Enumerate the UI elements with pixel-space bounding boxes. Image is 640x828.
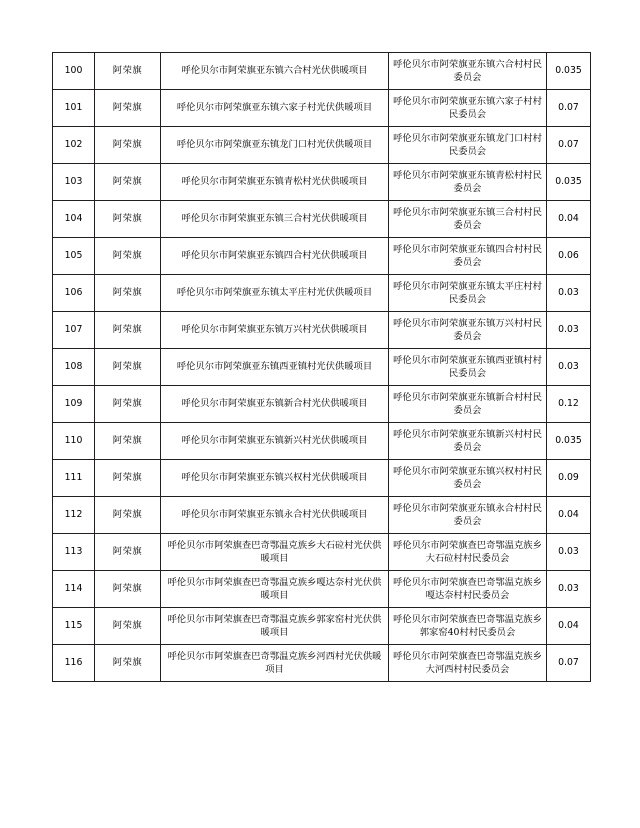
cell-project-name: 呼伦贝尔市阿荣旗亚东镇新合村光伏供暖项目 xyxy=(161,386,389,423)
table-row xyxy=(53,534,591,571)
cell-project-owner: 呼伦贝尔市阿荣旗亚东镇四合村村民委员会 xyxy=(389,238,547,275)
cell-capacity: 0.04 xyxy=(547,497,591,534)
cell-capacity: 0.03 xyxy=(547,349,591,386)
cell-project-owner: 呼伦贝尔市阿荣旗亚东镇万兴村村民委员会 xyxy=(389,312,547,349)
cell-capacity: 0.12 xyxy=(547,386,591,423)
cell-region: 阿荣旗 xyxy=(95,127,161,164)
cell-region: 阿荣旗 xyxy=(95,275,161,312)
cell-project-name: 呼伦贝尔市阿荣旗亚东镇青松村光伏供暖项目 xyxy=(161,164,389,201)
cell-project-owner: 呼伦贝尔市阿荣旗亚东镇兴权村村民委员会 xyxy=(389,460,547,497)
cell-region: 阿荣旗 xyxy=(95,645,161,682)
table-row xyxy=(53,571,591,608)
table-row xyxy=(53,275,591,312)
cell-capacity: 0.03 xyxy=(547,312,591,349)
cell-index: 103 xyxy=(53,164,95,201)
cell-project-owner: 呼伦贝尔市阿荣旗亚东镇新合村村民委员会 xyxy=(389,386,547,423)
cell-project-owner: 呼伦贝尔市阿荣旗亚东镇西亚镇村村民委员会 xyxy=(389,349,547,386)
cell-index: 101 xyxy=(53,90,95,127)
cell-index: 100 xyxy=(53,53,95,90)
table-row xyxy=(53,53,591,90)
table-row xyxy=(53,460,591,497)
cell-project-name: 呼伦贝尔市阿荣旗查巴奇鄂温克族乡河西村光伏供暖项目 xyxy=(161,645,389,682)
table-row xyxy=(53,423,591,460)
cell-project-name: 呼伦贝尔市阿荣旗亚东镇龙门口村光伏供暖项目 xyxy=(161,127,389,164)
cell-capacity: 0.03 xyxy=(547,571,591,608)
cell-region: 阿荣旗 xyxy=(95,238,161,275)
cell-project-name: 呼伦贝尔市阿荣旗亚东镇永合村光伏供暖项目 xyxy=(161,497,389,534)
cell-index: 116 xyxy=(53,645,95,682)
cell-index: 112 xyxy=(53,497,95,534)
project-list-table xyxy=(52,52,591,682)
table-row xyxy=(53,645,591,682)
cell-project-name: 呼伦贝尔市阿荣旗亚东镇四合村光伏供暖项目 xyxy=(161,238,389,275)
cell-capacity: 0.035 xyxy=(547,164,591,201)
table-container xyxy=(52,52,590,682)
cell-region: 阿荣旗 xyxy=(95,53,161,90)
cell-capacity: 0.03 xyxy=(547,275,591,312)
table-row xyxy=(53,164,591,201)
cell-region: 阿荣旗 xyxy=(95,423,161,460)
cell-project-owner: 呼伦贝尔市阿荣旗亚东镇太平庄村村民委员会 xyxy=(389,275,547,312)
cell-project-owner: 呼伦贝尔市阿荣旗查巴奇鄂温克族乡嘎达奈村村民委员会 xyxy=(389,571,547,608)
cell-region: 阿荣旗 xyxy=(95,164,161,201)
cell-project-owner: 呼伦贝尔市阿荣旗亚东镇六家子村村民委员会 xyxy=(389,90,547,127)
cell-region: 阿荣旗 xyxy=(95,571,161,608)
table-row xyxy=(53,608,591,645)
cell-capacity: 0.07 xyxy=(547,645,591,682)
cell-capacity: 0.07 xyxy=(547,127,591,164)
cell-index: 114 xyxy=(53,571,95,608)
cell-index: 107 xyxy=(53,312,95,349)
table-row xyxy=(53,386,591,423)
cell-project-name: 呼伦贝尔市阿荣旗查巴奇鄂温克族乡嘎达奈村光伏供暖项目 xyxy=(161,571,389,608)
cell-project-name: 呼伦贝尔市阿荣旗亚东镇三合村光伏供暖项目 xyxy=(161,201,389,238)
cell-capacity: 0.09 xyxy=(547,460,591,497)
cell-project-owner: 呼伦贝尔市阿荣旗查巴奇鄂温克族乡郭家窑40村村民委员会 xyxy=(389,608,547,645)
cell-project-owner: 呼伦贝尔市阿荣旗亚东镇三合村村民委员会 xyxy=(389,201,547,238)
cell-project-owner: 呼伦贝尔市阿荣旗查巴奇鄂温克族乡大石砬村村民委员会 xyxy=(389,534,547,571)
cell-index: 102 xyxy=(53,127,95,164)
cell-project-name: 呼伦贝尔市阿荣旗亚东镇新兴村光伏供暖项目 xyxy=(161,423,389,460)
cell-project-name: 呼伦贝尔市阿荣旗亚东镇万兴村光伏供暖项目 xyxy=(161,312,389,349)
cell-index: 109 xyxy=(53,386,95,423)
cell-capacity: 0.04 xyxy=(547,608,591,645)
cell-project-name: 呼伦贝尔市阿荣旗亚东镇兴权村光伏供暖项目 xyxy=(161,460,389,497)
cell-capacity: 0.035 xyxy=(547,423,591,460)
table-row xyxy=(53,349,591,386)
table-row xyxy=(53,238,591,275)
table-row xyxy=(53,90,591,127)
cell-region: 阿荣旗 xyxy=(95,90,161,127)
cell-project-owner: 呼伦贝尔市阿荣旗亚东镇六合村村民委员会 xyxy=(389,53,547,90)
cell-index: 111 xyxy=(53,460,95,497)
cell-project-name: 呼伦贝尔市阿荣旗亚东镇西亚镇村光伏供暖项目 xyxy=(161,349,389,386)
cell-region: 阿荣旗 xyxy=(95,534,161,571)
cell-region: 阿荣旗 xyxy=(95,312,161,349)
table-row xyxy=(53,312,591,349)
cell-project-name: 呼伦贝尔市阿荣旗亚东镇太平庄村光伏供暖项目 xyxy=(161,275,389,312)
cell-project-owner: 呼伦贝尔市阿荣旗亚东镇新兴村村民委员会 xyxy=(389,423,547,460)
cell-capacity: 0.03 xyxy=(547,534,591,571)
cell-index: 113 xyxy=(53,534,95,571)
table-row xyxy=(53,497,591,534)
cell-region: 阿荣旗 xyxy=(95,349,161,386)
cell-project-owner: 呼伦贝尔市阿荣旗亚东镇永合村村民委员会 xyxy=(389,497,547,534)
cell-capacity: 0.07 xyxy=(547,90,591,127)
cell-project-owner: 呼伦贝尔市阿荣旗亚东镇龙门口村村民委员会 xyxy=(389,127,547,164)
table-row xyxy=(53,127,591,164)
cell-index: 115 xyxy=(53,608,95,645)
cell-region: 阿荣旗 xyxy=(95,201,161,238)
cell-index: 106 xyxy=(53,275,95,312)
cell-project-owner: 呼伦贝尔市阿荣旗亚东镇青松村村民委员会 xyxy=(389,164,547,201)
cell-index: 110 xyxy=(53,423,95,460)
cell-project-name: 呼伦贝尔市阿荣旗查巴奇鄂温克族乡大石砬村光伏供暖项目 xyxy=(161,534,389,571)
cell-region: 阿荣旗 xyxy=(95,608,161,645)
cell-region: 阿荣旗 xyxy=(95,460,161,497)
cell-capacity: 0.06 xyxy=(547,238,591,275)
cell-region: 阿荣旗 xyxy=(95,386,161,423)
cell-index: 108 xyxy=(53,349,95,386)
cell-project-name: 呼伦贝尔市阿荣旗查巴奇鄂温克族乡郭家窑村光伏供暖项目 xyxy=(161,608,389,645)
table-body xyxy=(53,53,591,682)
cell-index: 104 xyxy=(53,201,95,238)
cell-index: 105 xyxy=(53,238,95,275)
cell-project-name: 呼伦贝尔市阿荣旗亚东镇六合村光伏供暖项目 xyxy=(161,53,389,90)
cell-project-owner: 呼伦贝尔市阿荣旗查巴奇鄂温克族乡大河西村村民委员会 xyxy=(389,645,547,682)
table-row xyxy=(53,201,591,238)
cell-capacity: 0.04 xyxy=(547,201,591,238)
cell-capacity: 0.035 xyxy=(547,53,591,90)
cell-project-name: 呼伦贝尔市阿荣旗亚东镇六家子村光伏供暖项目 xyxy=(161,90,389,127)
cell-region: 阿荣旗 xyxy=(95,497,161,534)
